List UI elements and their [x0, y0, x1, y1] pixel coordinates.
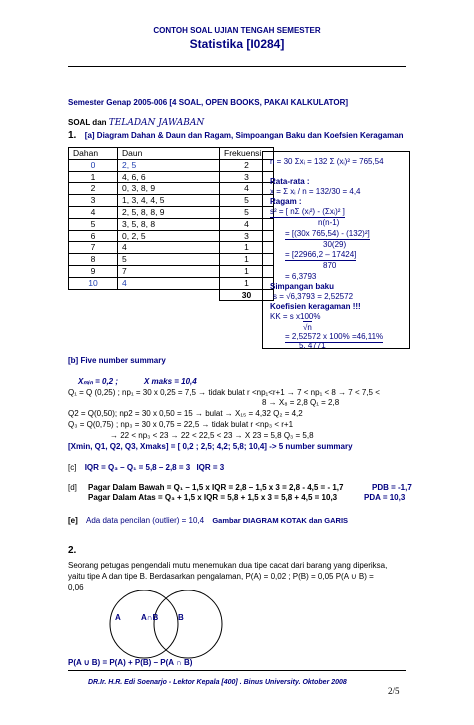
cell-daun: 5: [118, 254, 220, 266]
diagram-kotak-garis-text: Gambar DIAGRAM KOTAK dan GARIS: [212, 516, 349, 525]
cell-daun: 0, 3, 8, 9: [118, 183, 220, 195]
venn-label-b: B: [178, 613, 184, 622]
ragam-difference: = [22966,2 – 17424]: [285, 250, 357, 259]
cell-frekuensi: 4: [220, 183, 274, 195]
question-2-text-2: yaitu tipe A dan tipe B. Berdasarkan pengalaman, P(A) = 0,02 ; P(B) = 0,05 P(A ∪ B) =: [68, 572, 374, 581]
q1-calculation: Q₁ = Q (0,25) ; np₁ = 30 x 0,25 = 7,5 → tidak bulat r <np₁<r+1 → 7 < np₁ < 8 → 7 < 7,5 <: [68, 388, 380, 397]
ragam-substituted: = [(30x 765,54) - (132)²]: [285, 229, 370, 238]
cell-frekuensi: 2: [220, 159, 274, 171]
table-row: [69, 242, 274, 254]
cell-dahan: 1: [69, 171, 118, 183]
kk-result: = 2,52572 x 100% =46,11%: [285, 332, 384, 341]
cell-daun: 3, 5, 8, 8: [118, 218, 220, 230]
venn-label-a-intersect-b: A∩B: [141, 613, 159, 622]
table-row: [69, 159, 274, 171]
col-header-frekuensi: Frekuensi: [220, 148, 274, 160]
table-row: [69, 218, 274, 230]
kk-result-denominator: 5, 4771: [299, 341, 326, 350]
ragam-denominator: n(n-1): [318, 218, 340, 227]
pda-result: PDA = 10,3: [364, 493, 406, 502]
cell-frekuensi: 5: [220, 195, 274, 207]
part-d-label: [d]: [68, 483, 77, 492]
q3-calculation: Q₃ = Q(0,75) ; np₃ = 30 x 0,75 = 22,5 → tidak bulat r <np₃ < r+1: [68, 420, 294, 429]
cell-daun: 1, 3, 4, 4, 5: [118, 195, 220, 207]
xmin-value: Xₘᵢₙ = 0,2 ;: [78, 377, 118, 386]
cell-daun: 2, 5: [118, 159, 220, 171]
five-number-summary: [Xmin, Q1, Q2, Q3, Xmaks] = [ 0,2 ; 2,5; 4,2; 5,8; 10,4] -> 5 number summary: [68, 442, 353, 451]
cell-dahan: 10: [69, 277, 118, 289]
footer-author: DR.Ir. H.R. Edi Soenarjo - Lektor Kepala [400] . Binus University. Oktober 2008: [88, 679, 347, 686]
cell-frekuensi: 1: [220, 265, 274, 277]
question-1-header: [68, 128, 404, 141]
iqr-result: IQR = 3: [196, 463, 225, 472]
ragam-result: = 6,3793: [285, 272, 317, 281]
cell-frekuensi: 1: [220, 254, 274, 266]
question-1-number: 1.: [68, 130, 77, 141]
koefisien-keragaman-label: Koefisien keragaman !!!: [270, 302, 361, 311]
venn-label-a: A: [115, 613, 121, 622]
table-row: [69, 230, 274, 242]
iqr-calculation: IQR = Q₃ – Q₁ = 5,8 – 2,8 = 3: [84, 463, 191, 472]
cell-dahan: 0: [69, 159, 118, 171]
cell-daun: 7: [118, 265, 220, 277]
rata-rata-formula: x = Σ xᵢ / n = 132/30 = 4,4: [270, 187, 361, 196]
soal-dan-text: SOAL dan: [68, 118, 107, 127]
part-c-label: [c]: [68, 463, 77, 472]
cell-daun: 4: [118, 277, 220, 289]
pdb-result: PDB = -1,7: [372, 483, 412, 492]
simpangan-baku-value: s = √6,3793 = 2,52572: [273, 292, 354, 301]
part-e-label: [e]: [68, 516, 78, 525]
part-e: [68, 515, 348, 526]
page-number: 2/5: [388, 686, 400, 696]
union-formula: P(A ∪ B) = P(A) + P(B) – P(A ∩ B): [68, 658, 193, 667]
question-2-text-3: 0,06: [68, 583, 84, 592]
calculation-box: [262, 151, 410, 349]
part-b-title: [b] Five number summary: [68, 356, 166, 365]
set-a-circle: [110, 590, 178, 658]
cell-frekuensi: 3: [220, 171, 274, 183]
cell-dahan: 4: [69, 206, 118, 218]
q1-result: 8 → X₈ = 2,8 Q₁ = 2,8: [262, 398, 340, 407]
q3-result: → 22 < np₃ < 23 → 22 < 22,5 < 23 → X 23 = 5,8 Q₃ = 5,8: [110, 431, 314, 440]
document-title: Statistika [I0284]: [189, 37, 285, 51]
cell-dahan: 2: [69, 183, 118, 195]
q2-calculation: Q2 = Q(0,50); np2 = 30 x 0,50 = 15 → bulat → X₁₅ = 4,32 Q₂ = 4,2: [68, 409, 303, 418]
semester-line: Semester Genap 2005-006 [4 SOAL, OPEN BOOKS, PAKAI KALKULATOR]: [68, 98, 349, 107]
col-header-daun: Daun: [118, 148, 220, 160]
table-row: [69, 171, 274, 183]
table-total-row: [69, 289, 274, 301]
footer-rule: [68, 670, 406, 671]
cell-dahan: 8: [69, 254, 118, 266]
cell-daun: 4: [118, 242, 220, 254]
cell-dahan: 9: [69, 265, 118, 277]
ragam-difference-denominator: 870: [323, 261, 337, 270]
simpangan-baku-label: Simpangan baku: [270, 282, 335, 291]
table-row: [69, 277, 274, 289]
cell-frekuensi: 3: [220, 230, 274, 242]
table-row: [69, 265, 274, 277]
stem-leaf-table: [68, 147, 274, 301]
xmaks-value: X maks = 10,4: [144, 377, 197, 386]
cell-dahan: 7: [69, 242, 118, 254]
rata-rata-label: Rata-rata :: [270, 177, 310, 186]
table-header-row: [69, 148, 274, 160]
set-b-circle: [154, 590, 222, 658]
cell-daun: 2, 5, 8, 8, 9: [118, 206, 220, 218]
header-top-line: CONTOH SOAL UJIAN TENGAH SEMESTER: [153, 26, 321, 35]
ragam-substituted-denominator: 30(29): [323, 240, 347, 249]
table-row: [69, 254, 274, 266]
ragam-numerator: s² = [ nΣ (xᵢ²) - (Σxᵢ)² ]: [270, 207, 345, 216]
table-row: [69, 195, 274, 207]
header-rule: [68, 66, 406, 67]
cell-dahan: 6: [69, 230, 118, 242]
cell-daun: 0, 2, 5: [118, 230, 220, 242]
col-header-dahan: Dahan: [69, 148, 118, 160]
cell-total-frekuensi: 30: [220, 289, 274, 301]
cell-dahan: 3: [69, 195, 118, 207]
ragam-label: Ragam :: [270, 197, 302, 206]
pagar-dalam-atas: Pagar Dalam Atas = Q₃ + 1,5 x IQR = 5,8 + 1,5 x 3 = 5,8 + 4,5 = 10,3: [88, 493, 338, 502]
table-row: [69, 206, 274, 218]
teladan-jawaban-text: TELADAN JAWABAN: [108, 118, 205, 128]
cell-frekuensi: 1: [220, 242, 274, 254]
question-2-text-1: Seorang petugas pengendali mutu menemukan dua tipe cacat dari barang yang diperiksa,: [68, 561, 388, 570]
cell-frekuensi: 5: [220, 206, 274, 218]
cell-frekuensi: 1: [220, 277, 274, 289]
cell-dahan: 5: [69, 218, 118, 230]
venn-diagram: [90, 590, 240, 662]
kk-formula-denominator: √n: [303, 323, 312, 332]
pagar-dalam-bawah: Pagar Dalam Bawah = Q₁ – 1,5 x IQR = 2,8 – 1,5 x 3 = 2,8 - 4,5 = - 1,7: [88, 483, 344, 492]
sums-line: n = 30 Σxᵢ = 132 Σ (xᵢ)² = 765,54: [270, 157, 384, 166]
part-c: [68, 462, 224, 473]
outlier-text: Ada data pencilan (outlier) = 10,4: [86, 516, 205, 525]
kk-formula: KK = s x100%: [270, 312, 321, 321]
table-row: [69, 183, 274, 195]
cell-frekuensi: 4: [220, 218, 274, 230]
question-2-number: 2.: [68, 545, 77, 556]
question-1-text: [a] Diagram Dahan & Daun dan Ragam, Simpoangan Baku dan Koefsien Keragaman: [84, 131, 404, 140]
cell-daun: 4, 6, 6: [118, 171, 220, 183]
